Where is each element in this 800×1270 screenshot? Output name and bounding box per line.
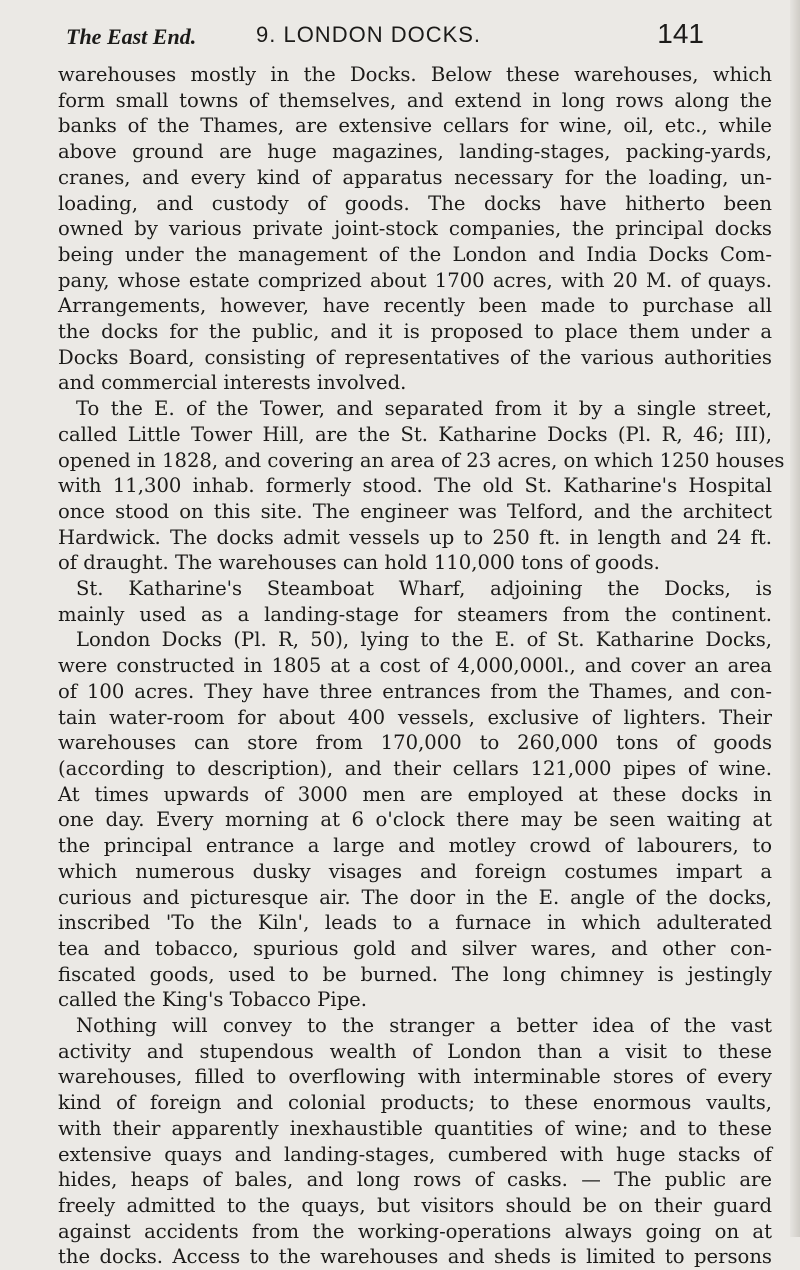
- page-number: 141: [657, 18, 704, 49]
- text-line: opened in 1828, and covering an area of 23 acres, on which 1250 houses: [58, 448, 785, 472]
- text-line: of 100 acres. They have three entrances from the Thames, and con-: [58, 679, 772, 703]
- running-header: [56, 14, 704, 54]
- body-text: [58, 62, 785, 1270]
- text-line: tea and tobacco, spurious gold and silver wares, and other con-: [58, 936, 772, 960]
- text-line: banks of the Thames, are extensive cellars for wine, oil, etc., while: [58, 114, 772, 138]
- text-line: owned by various private joint-stock companies, the principal docks: [58, 217, 772, 241]
- page-edge-shadow: [790, 0, 800, 1237]
- text-line: warehouses mostly in the Docks. Below these warehouses, which: [58, 63, 772, 86]
- text-line: loading, and custody of goods. The docks have hitherto been: [58, 191, 772, 215]
- text-line: Hardwick. The docks admit vessels up to 250 ft. in length and 24 ft.: [58, 525, 772, 549]
- text-line: At times upwards of 3000 men are employed at these docks in: [58, 782, 772, 806]
- text-line: St. Katharine's Steamboat Wharf, adjoining the Docks, is: [76, 577, 772, 601]
- text-line: being under the management of the London and India Docks Com-: [58, 242, 772, 266]
- text-line: once stood on this site. The engineer was Telford, and the architect: [58, 499, 772, 523]
- text-line: Docks Board, consisting of representatives of the various authorities: [58, 345, 772, 369]
- header-section-title: The East End.: [66, 24, 197, 49]
- text-line: hides, heaps of bales, and long rows of casks. — The public are: [58, 1168, 772, 1192]
- text-line: of draught. The warehouses can hold 110,000 tons of goods.: [58, 551, 660, 575]
- text-line: with 11,300 inhab. formerly stood. The old St. Katharine's Hospital: [58, 474, 772, 498]
- text-line: cranes, and every kind of apparatus necessary for the loading, un-: [58, 165, 772, 189]
- text-line: kind of foreign and colonial products; to these enormous vaults,: [58, 1091, 772, 1115]
- text-line: the principal entrance a large and motley crowd of labourers, to: [58, 834, 772, 858]
- text-line: which numerous dusky visages and foreign costumes impart a: [58, 859, 772, 883]
- text-line: Nothing will convey to the stranger a better idea of the vast: [76, 1014, 772, 1038]
- text-line: warehouses, filled to overflowing with interminable stores of every: [58, 1065, 772, 1089]
- text-line: the docks for the public, and it is proposed to place them under a: [58, 320, 772, 344]
- text-line: mainly used as a landing-stage for steamers from the continent.: [58, 602, 772, 626]
- text-line: were constructed in 1805 at a cost of 4,000,000l., and cover an area: [58, 654, 772, 678]
- text-line: called Little Tower Hill, are the St. Katharine Docks (Pl. R, 46; III),: [58, 422, 772, 446]
- text-line: London Docks (Pl. R, 50), lying to the E. of St. Katharine Docks,: [76, 628, 772, 652]
- text-line: the docks. Access to the warehouses and sheds is limited to persons: [58, 1245, 772, 1269]
- text-line: against accidents from the working-operations always going on at: [58, 1219, 772, 1243]
- text-line: and commercial interests involved.: [58, 371, 407, 395]
- text-line: (according to description), and their cellars 121,000 pipes of wine.: [58, 756, 772, 780]
- text-line: extensive quays and landing-stages, cumbered with huge stacks of: [58, 1142, 772, 1166]
- text-line: one day. Every morning at 6 o'clock there may be seen waiting at: [58, 808, 772, 832]
- text-line: pany, whose estate comprized about 1700 acres, with 20 M. of quays.: [58, 268, 772, 292]
- text-line: inscribed 'To the Kiln', leads to a furnace in which adulterated: [58, 911, 772, 935]
- text-line: To the E. of the Tower, and separated from it by a single street,: [76, 397, 772, 421]
- text-line: Arrangements, however, have recently been made to purchase all: [58, 294, 772, 318]
- text-line: warehouses can store from 170,000 to 260,000 tons of goods: [58, 731, 772, 755]
- text-line: with their apparently inexhaustible quantities of wine; and to these: [58, 1116, 772, 1140]
- text-line: freely admitted to the quays, but visitors should be on their guard: [58, 1193, 772, 1217]
- header-chapter-title: 9. LONDON DOCKS.: [256, 22, 482, 47]
- text-line: above ground are huge magazines, landing-stages, packing-yards,: [58, 140, 772, 164]
- text-line: curious and picturesque air. The door in the E. angle of the docks,: [58, 885, 772, 909]
- text-line: form small towns of themselves, and extend in long rows along the: [58, 88, 772, 112]
- text-line: tain water-room for about 400 vessels, exclusive of lighters. Their: [58, 705, 772, 729]
- text-line: activity and stupendous wealth of London than a visit to these: [58, 1039, 772, 1063]
- text-line: fiscated goods, used to be burned. The long chimney is jestingly: [58, 962, 772, 986]
- text-line: called the King's Tobacco Pipe.: [58, 988, 367, 1012]
